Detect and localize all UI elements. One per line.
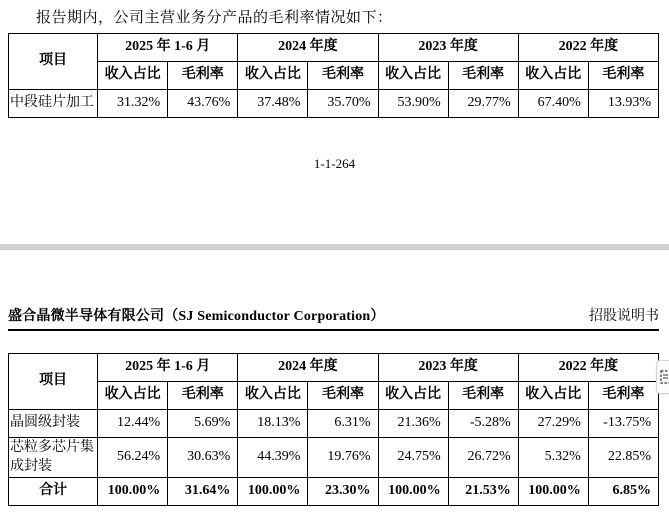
period-header: 2024 年度 (238, 354, 378, 382)
value-cell: 23.30% (308, 478, 378, 506)
subcol-header: 毛利率 (168, 62, 238, 90)
value-cell: 21.36% (378, 410, 448, 438)
period-header: 2022 年度 (518, 354, 658, 382)
subcol-header: 毛利率 (308, 382, 378, 410)
period-header: 2024 年度 (238, 34, 378, 62)
value-cell: 18.13% (238, 410, 308, 438)
value-cell: 100.00% (518, 478, 588, 506)
value-cell: 5.32% (518, 438, 588, 478)
value-cell: 31.32% (98, 90, 168, 118)
value-cell: 56.24% (98, 438, 168, 478)
subcol-header: 毛利率 (588, 62, 658, 90)
value-cell: 31.64% (168, 478, 238, 506)
side-tool-button[interactable] (656, 360, 669, 394)
value-cell: 27.29% (518, 410, 588, 438)
value-cell: 5.69% (168, 410, 238, 438)
period-header: 2025 年 1-6 月 (98, 354, 238, 382)
value-cell: 67.40% (518, 90, 588, 118)
value-cell: -13.75% (588, 410, 658, 438)
subcol-header: 收入占比 (98, 62, 168, 90)
value-cell: 13.93% (588, 90, 658, 118)
value-cell: 6.31% (308, 410, 378, 438)
document-icon (660, 370, 669, 384)
period-header: 2023 年度 (378, 34, 518, 62)
row-label: 中段硅片加工 (9, 90, 98, 118)
table-row (9, 438, 659, 478)
table-row (9, 410, 659, 438)
period-header: 2025 年 1-6 月 (98, 34, 238, 62)
doc-type-label: 招股说明书 (589, 309, 659, 324)
col-item-header: 项目 (9, 354, 98, 410)
value-cell: 53.90% (378, 90, 448, 118)
subcol-header: 毛利率 (448, 382, 518, 410)
subcol-header: 收入占比 (378, 62, 448, 90)
value-cell: 12.44% (98, 410, 168, 438)
subcol-header: 毛利率 (448, 62, 518, 90)
value-cell: 100.00% (378, 478, 448, 506)
subcol-header: 毛利率 (588, 382, 658, 410)
intro-paragraph: 报告期内，公司主营业务分产品的毛利率情况如下： (36, 10, 393, 26)
margin-table-page2 (8, 353, 659, 506)
value-cell: -5.28% (448, 410, 518, 438)
period-header: 2022 年度 (518, 34, 658, 62)
value-cell: 100.00% (98, 478, 168, 506)
subcol-header: 收入占比 (238, 62, 308, 90)
subcol-header: 收入占比 (518, 62, 588, 90)
subcol-header: 收入占比 (378, 382, 448, 410)
value-cell: 37.48% (238, 90, 308, 118)
value-cell: 44.39% (238, 438, 308, 478)
row-label: 芯粒多芯片集成封装 (9, 438, 98, 478)
subcol-header: 收入占比 (98, 382, 168, 410)
value-cell: 19.76% (308, 438, 378, 478)
table-row-total (9, 478, 659, 506)
page2-header (8, 305, 659, 331)
value-cell: 35.70% (308, 90, 378, 118)
value-cell: 43.76% (168, 90, 238, 118)
margin-table-page1 (8, 33, 659, 118)
value-cell: 100.00% (238, 478, 308, 506)
value-cell: 29.77% (448, 90, 518, 118)
col-item-header: 项目 (9, 34, 98, 90)
value-cell: 21.53% (448, 478, 518, 506)
company-name: 盛合晶微半导体有限公司（SJ Semiconductor Corporation） (8, 309, 385, 324)
page-break-divider (0, 244, 669, 250)
table-row (9, 90, 659, 118)
subcol-header: 毛利率 (308, 62, 378, 90)
value-cell: 24.75% (378, 438, 448, 478)
value-cell: 22.85% (588, 438, 658, 478)
subcol-header: 毛利率 (168, 382, 238, 410)
value-cell: 26.72% (448, 438, 518, 478)
row-label: 合计 (9, 478, 98, 506)
period-header: 2023 年度 (378, 354, 518, 382)
subcol-header: 收入占比 (238, 382, 308, 410)
page-number: 1-1-264 (313, 156, 356, 171)
value-cell: 6.85% (588, 478, 658, 506)
row-label: 晶圆级封装 (9, 410, 98, 438)
subcol-header: 收入占比 (518, 382, 588, 410)
value-cell: 30.63% (168, 438, 238, 478)
